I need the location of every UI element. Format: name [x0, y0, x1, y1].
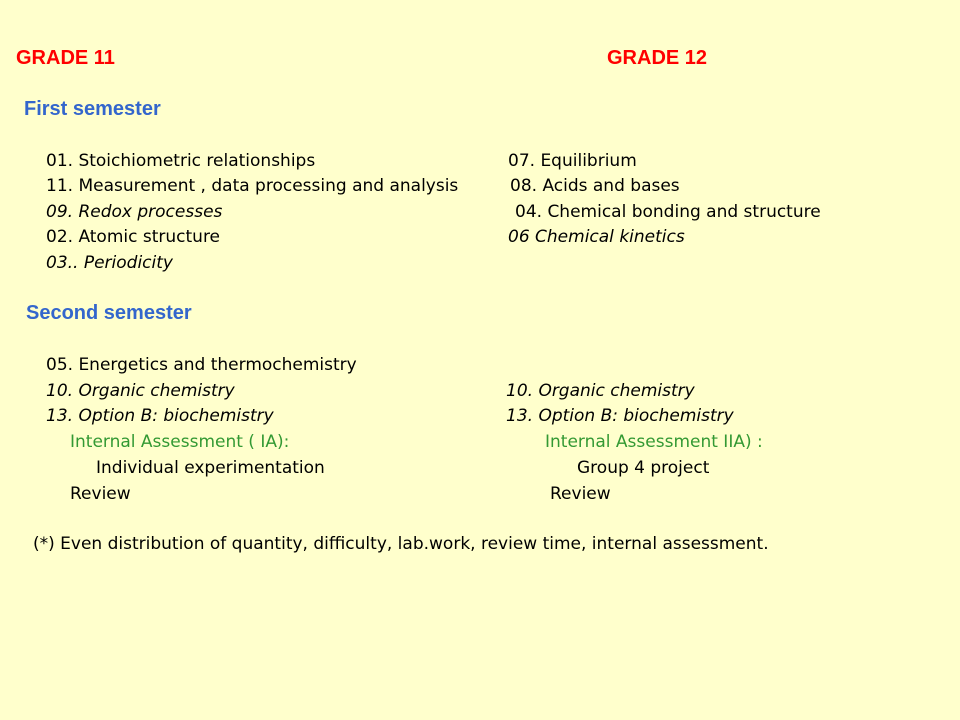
g12-topic-acids-bases: 08. Acids and bases — [510, 176, 680, 196]
grade-12-heading: GRADE 12 — [607, 47, 708, 69]
grade-11-heading: GRADE 11 — [16, 47, 115, 69]
g12-topic-bonding: 04. Chemical bonding and structure — [515, 202, 821, 222]
g11-topic-measurement: 11. Measurement , data processing and analysis — [46, 176, 459, 196]
g11-internal-assessment: Internal Assessment ( IA): — [70, 432, 290, 452]
g12-ia-detail: Group 4 project — [577, 458, 710, 478]
g11-review: Review — [70, 484, 131, 504]
g11-topic-organic: 10. Organic chemistry — [46, 381, 235, 401]
footnote: (*) Even distribution of quantity, difficulty, lab.work, review time, internal assessment. — [33, 534, 769, 554]
g11-ia-detail: Individual experimentation — [96, 458, 325, 478]
g12-topic-kinetics: 06 Chemical kinetics — [508, 227, 685, 247]
second-semester-heading: Second semester — [26, 302, 192, 324]
g12-review: Review — [550, 484, 611, 504]
g11-topic-atomic-structure: 02. Atomic structure — [46, 227, 221, 247]
g12-internal-assessment: Internal Assessment IIA) : — [545, 432, 763, 452]
g11-topic-periodicity: 03.. Periodicity — [46, 253, 173, 273]
g12-topic-organic: 10. Organic chemistry — [506, 381, 695, 401]
g12-topic-biochemistry: 13. Option B: biochemistry — [506, 406, 734, 426]
g11-topic-stoichiometry: 01. Stoichiometric relationships — [46, 151, 316, 171]
g11-topic-energetics: 05. Energetics and thermochemistry — [46, 355, 357, 375]
g11-topic-biochemistry: 13. Option B: biochemistry — [46, 406, 274, 426]
first-semester-heading: First semester — [24, 98, 161, 120]
g12-topic-equilibrium: 07. Equilibrium — [508, 151, 637, 171]
g11-topic-redox: 09. Redox processes — [46, 202, 223, 222]
